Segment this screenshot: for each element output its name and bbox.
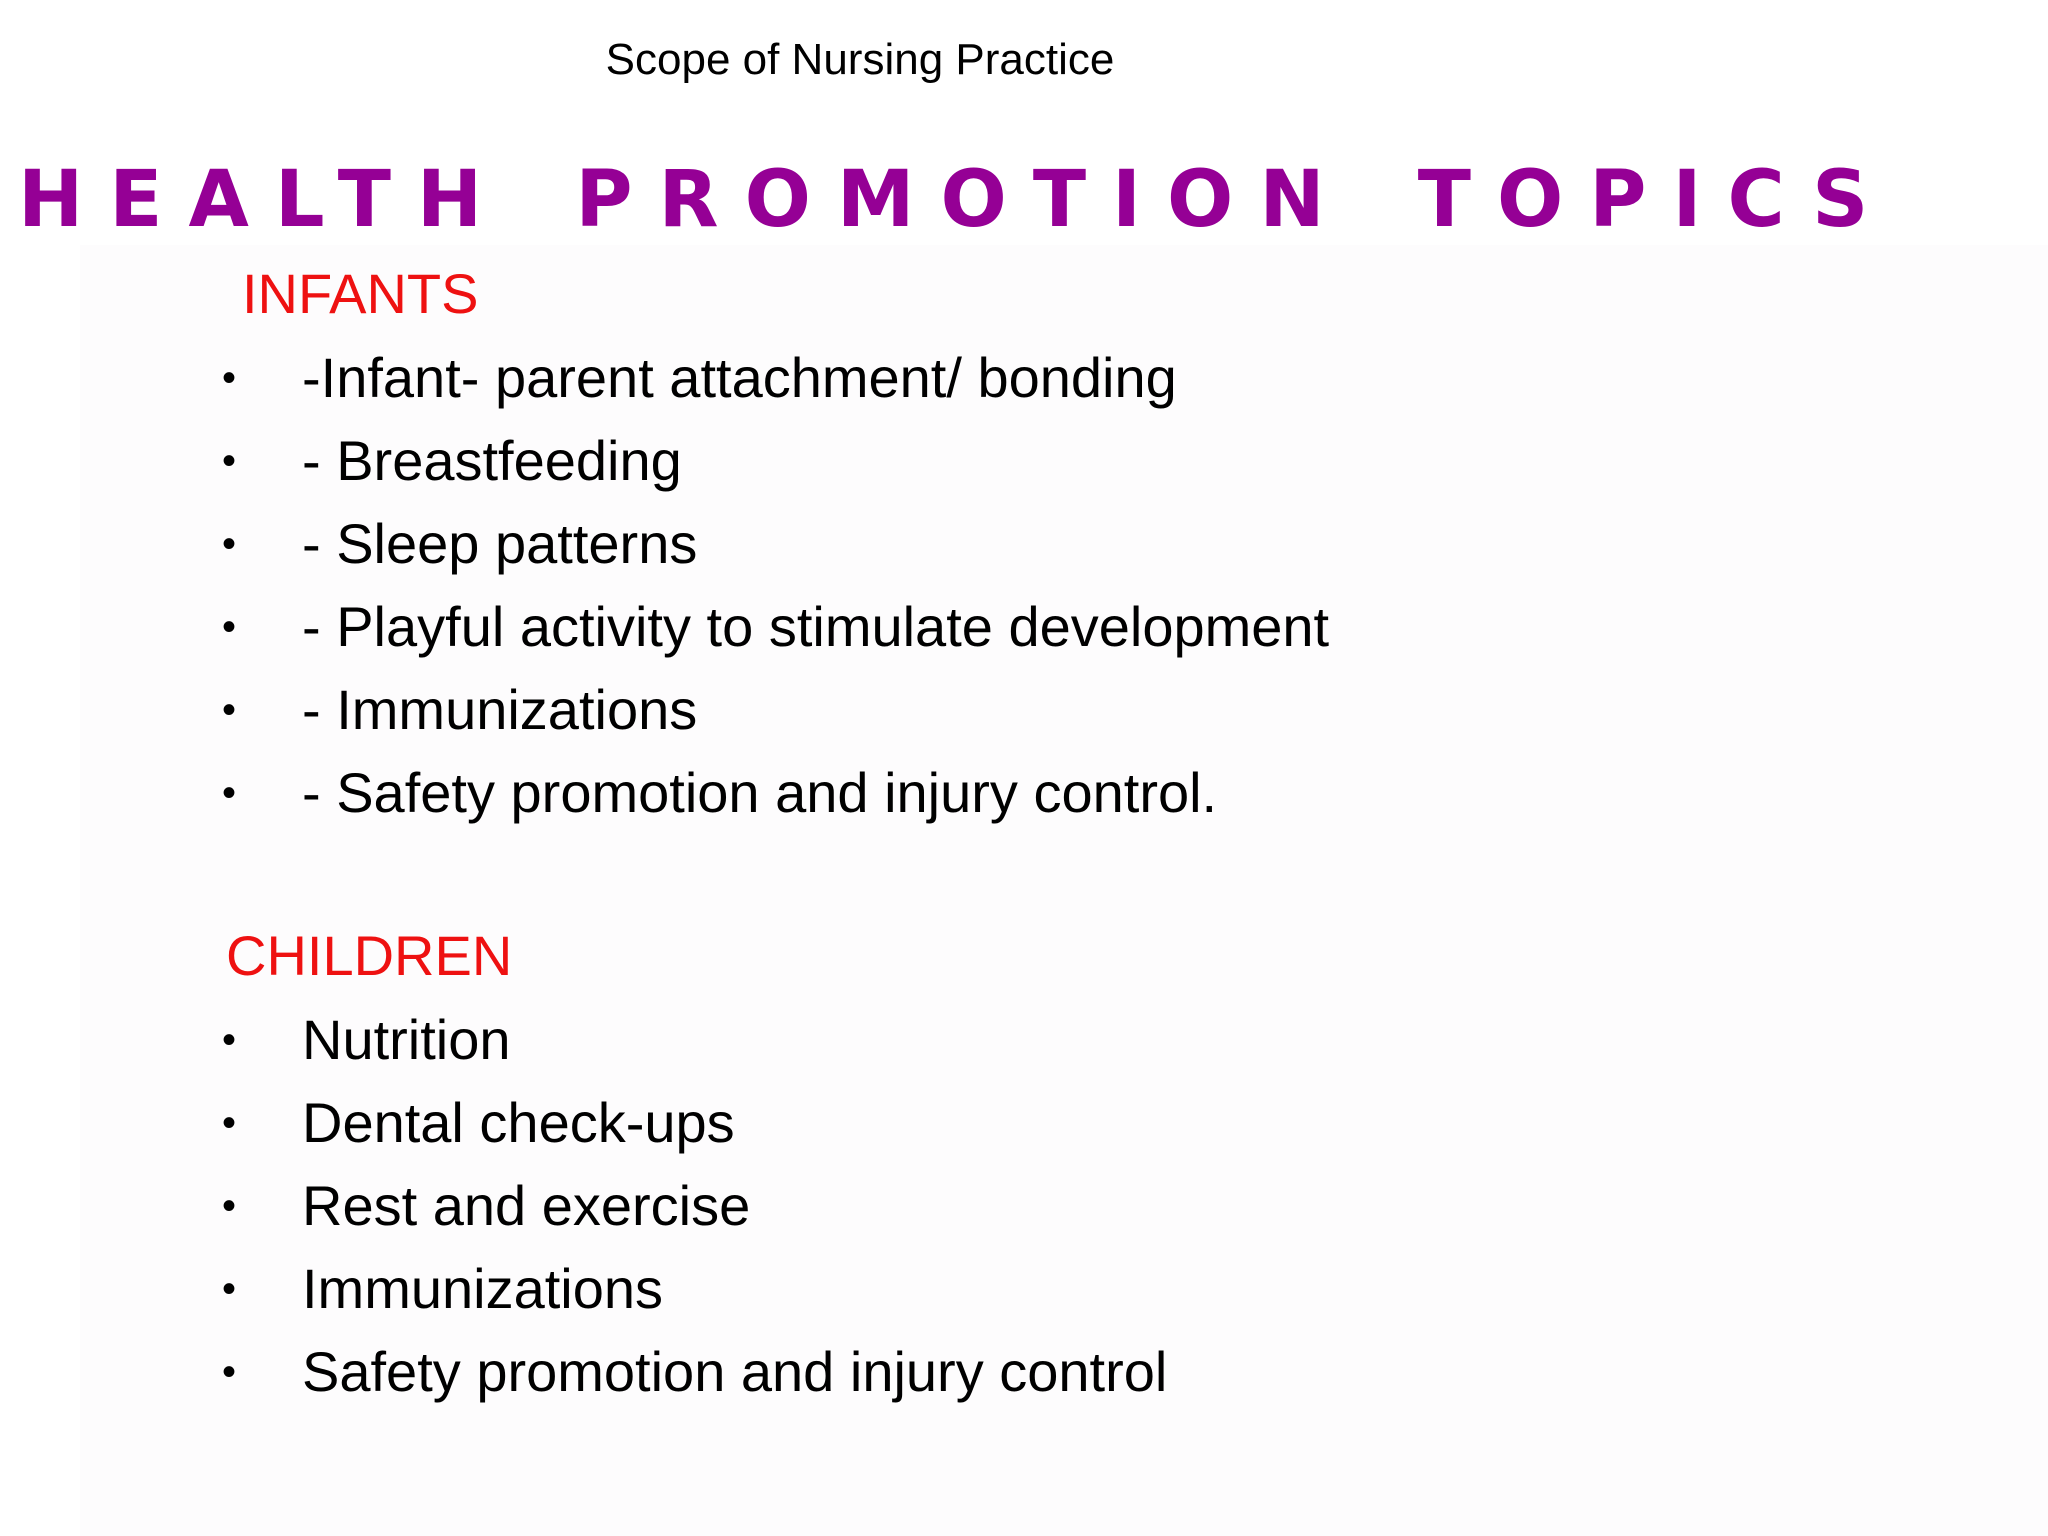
list-item-text: - Immunizations xyxy=(302,678,698,741)
list-item-text: Nutrition xyxy=(302,1008,511,1071)
list-item-text: Dental check-ups xyxy=(302,1091,735,1154)
bullet-icon: • xyxy=(222,1184,237,1228)
list-item-text: Safety promotion and injury control xyxy=(302,1340,1168,1403)
bullet-icon: • xyxy=(222,1101,237,1145)
bullet-icon: • xyxy=(222,605,237,649)
bullet-icon: • xyxy=(222,522,237,566)
bullet-icon: • xyxy=(222,439,237,483)
section-heading-children: CHILDREN xyxy=(226,924,513,987)
page-header-title: Scope of Nursing Practice xyxy=(605,35,1115,84)
list-item-text: - Breastfeeding xyxy=(302,429,682,492)
list-item-text: - Sleep patterns xyxy=(302,512,698,575)
bullet-icon: • xyxy=(222,688,237,732)
list-item-text: - Safety promotion and injury control. xyxy=(302,761,1218,824)
list-item-text: - Playful activity to stimulate development xyxy=(302,595,1330,658)
bullet-icon: • xyxy=(222,1350,237,1394)
slide-title: HEALTH PROMOTION TOPICS xyxy=(18,155,1895,245)
section-heading-infants: INFANTS xyxy=(242,262,479,325)
bullet-icon: • xyxy=(222,771,237,815)
bullet-icon: • xyxy=(222,1267,237,1311)
bullet-icon: • xyxy=(222,356,237,400)
list-item-text: -Infant- parent attachment/ bonding xyxy=(302,346,1177,409)
bullet-icon: • xyxy=(222,1018,237,1062)
list-item-text: Immunizations xyxy=(302,1257,664,1320)
list-item-text: Rest and exercise xyxy=(302,1174,751,1237)
